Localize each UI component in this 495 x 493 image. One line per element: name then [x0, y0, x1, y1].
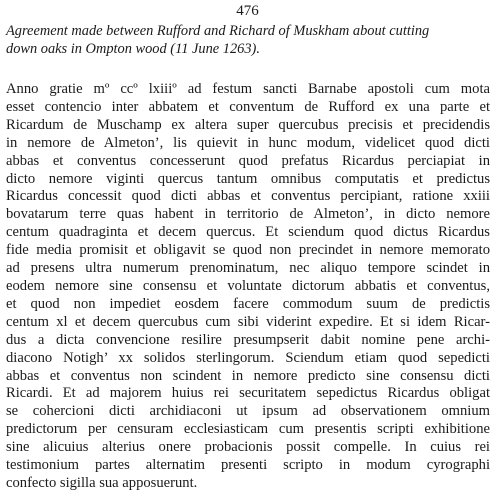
body-line: diacono Notigh’ xx solidos sterlingorum. Sciendum etiam quod sepedicti: [6, 349, 490, 366]
body-line: predictorum per censuram ecclesiasticam cum presentis scripti exhibitione: [6, 421, 490, 438]
body-line: in nemore de Almeton’, lis quievit in hunc modum, videlicet quod dicti: [6, 134, 490, 151]
page-number: 476: [236, 3, 259, 19]
body-line: fide media promisit et obligavit se quod non precindet in nemore memorato: [6, 242, 490, 259]
body-line: et quod non impediet eosdem facere commodum suum de predictis: [6, 295, 490, 312]
body-line: confecto sigilla sua apposuerunt.: [6, 474, 198, 491]
document-body: [6, 81, 490, 493]
body-line: eodem nemore sine consensu et voluntate dictorum abbatis et conventus,: [6, 277, 490, 294]
title-line: Agreement made between Rufford and Richard of Muskham about cutting: [6, 23, 430, 39]
body-line: Ricardi. Et ad majorem huius rei securitatem sepedictus Ricardus obligat: [6, 385, 490, 402]
body-line: abbas et conventus non scindent in nemore predicto sine consensu dicti: [6, 367, 490, 384]
body-line: Anno gratie mº ccº lxiiiº ad festum sancti Barnabe apostoli cum mota: [6, 81, 490, 97]
body-line: sine alicuius alterius onere probacionis possit compelle. In cuius rei: [6, 439, 490, 456]
body-line: Ricardum de Muschamp ex altera super quercubus precisis et precidendis: [6, 116, 490, 133]
body-line: testimonium partes alternatim presenti scripto in modum cyrographi: [6, 457, 490, 474]
body-line: esset contencio inter abbatem et conventum de Rufford ex una parte et: [6, 98, 490, 115]
document-title: [6, 22, 490, 58]
body-line: ad presens ultra numerum prenominatum, nec aliquo tempore scindet in: [6, 260, 490, 277]
body-line: centum xl et decem quercubus cum sibi viderint expedire. Et si idem Ricar-: [6, 313, 490, 330]
body-line: dicto nemore viginti quercus tantum omnibus computatis et predictus: [6, 170, 490, 187]
body-line: se cohercioni dicti archidiaconi ut ipsum ad observationem omnium: [6, 403, 490, 420]
body-line: Ricardus concessit quod dicti abbas et conventus percipiant, ratione xxiii: [6, 188, 490, 205]
body-line: dus a dicta convencione resilire presumpserit dabit nomine pene archi-: [6, 331, 490, 348]
body-line: centum quadraginta et decem quercus. Et sciendum quod dictus Ricardus: [6, 224, 490, 241]
body-line: bovatarum terre quas habent in territorio de Almeton’, in dicto nemore: [6, 206, 490, 223]
body-line: abbas et conventus concesserunt quod prefatus Ricardus perciapiat in: [6, 152, 490, 169]
title-line: down oaks in Ompton wood (11 June 1263).: [6, 41, 260, 57]
